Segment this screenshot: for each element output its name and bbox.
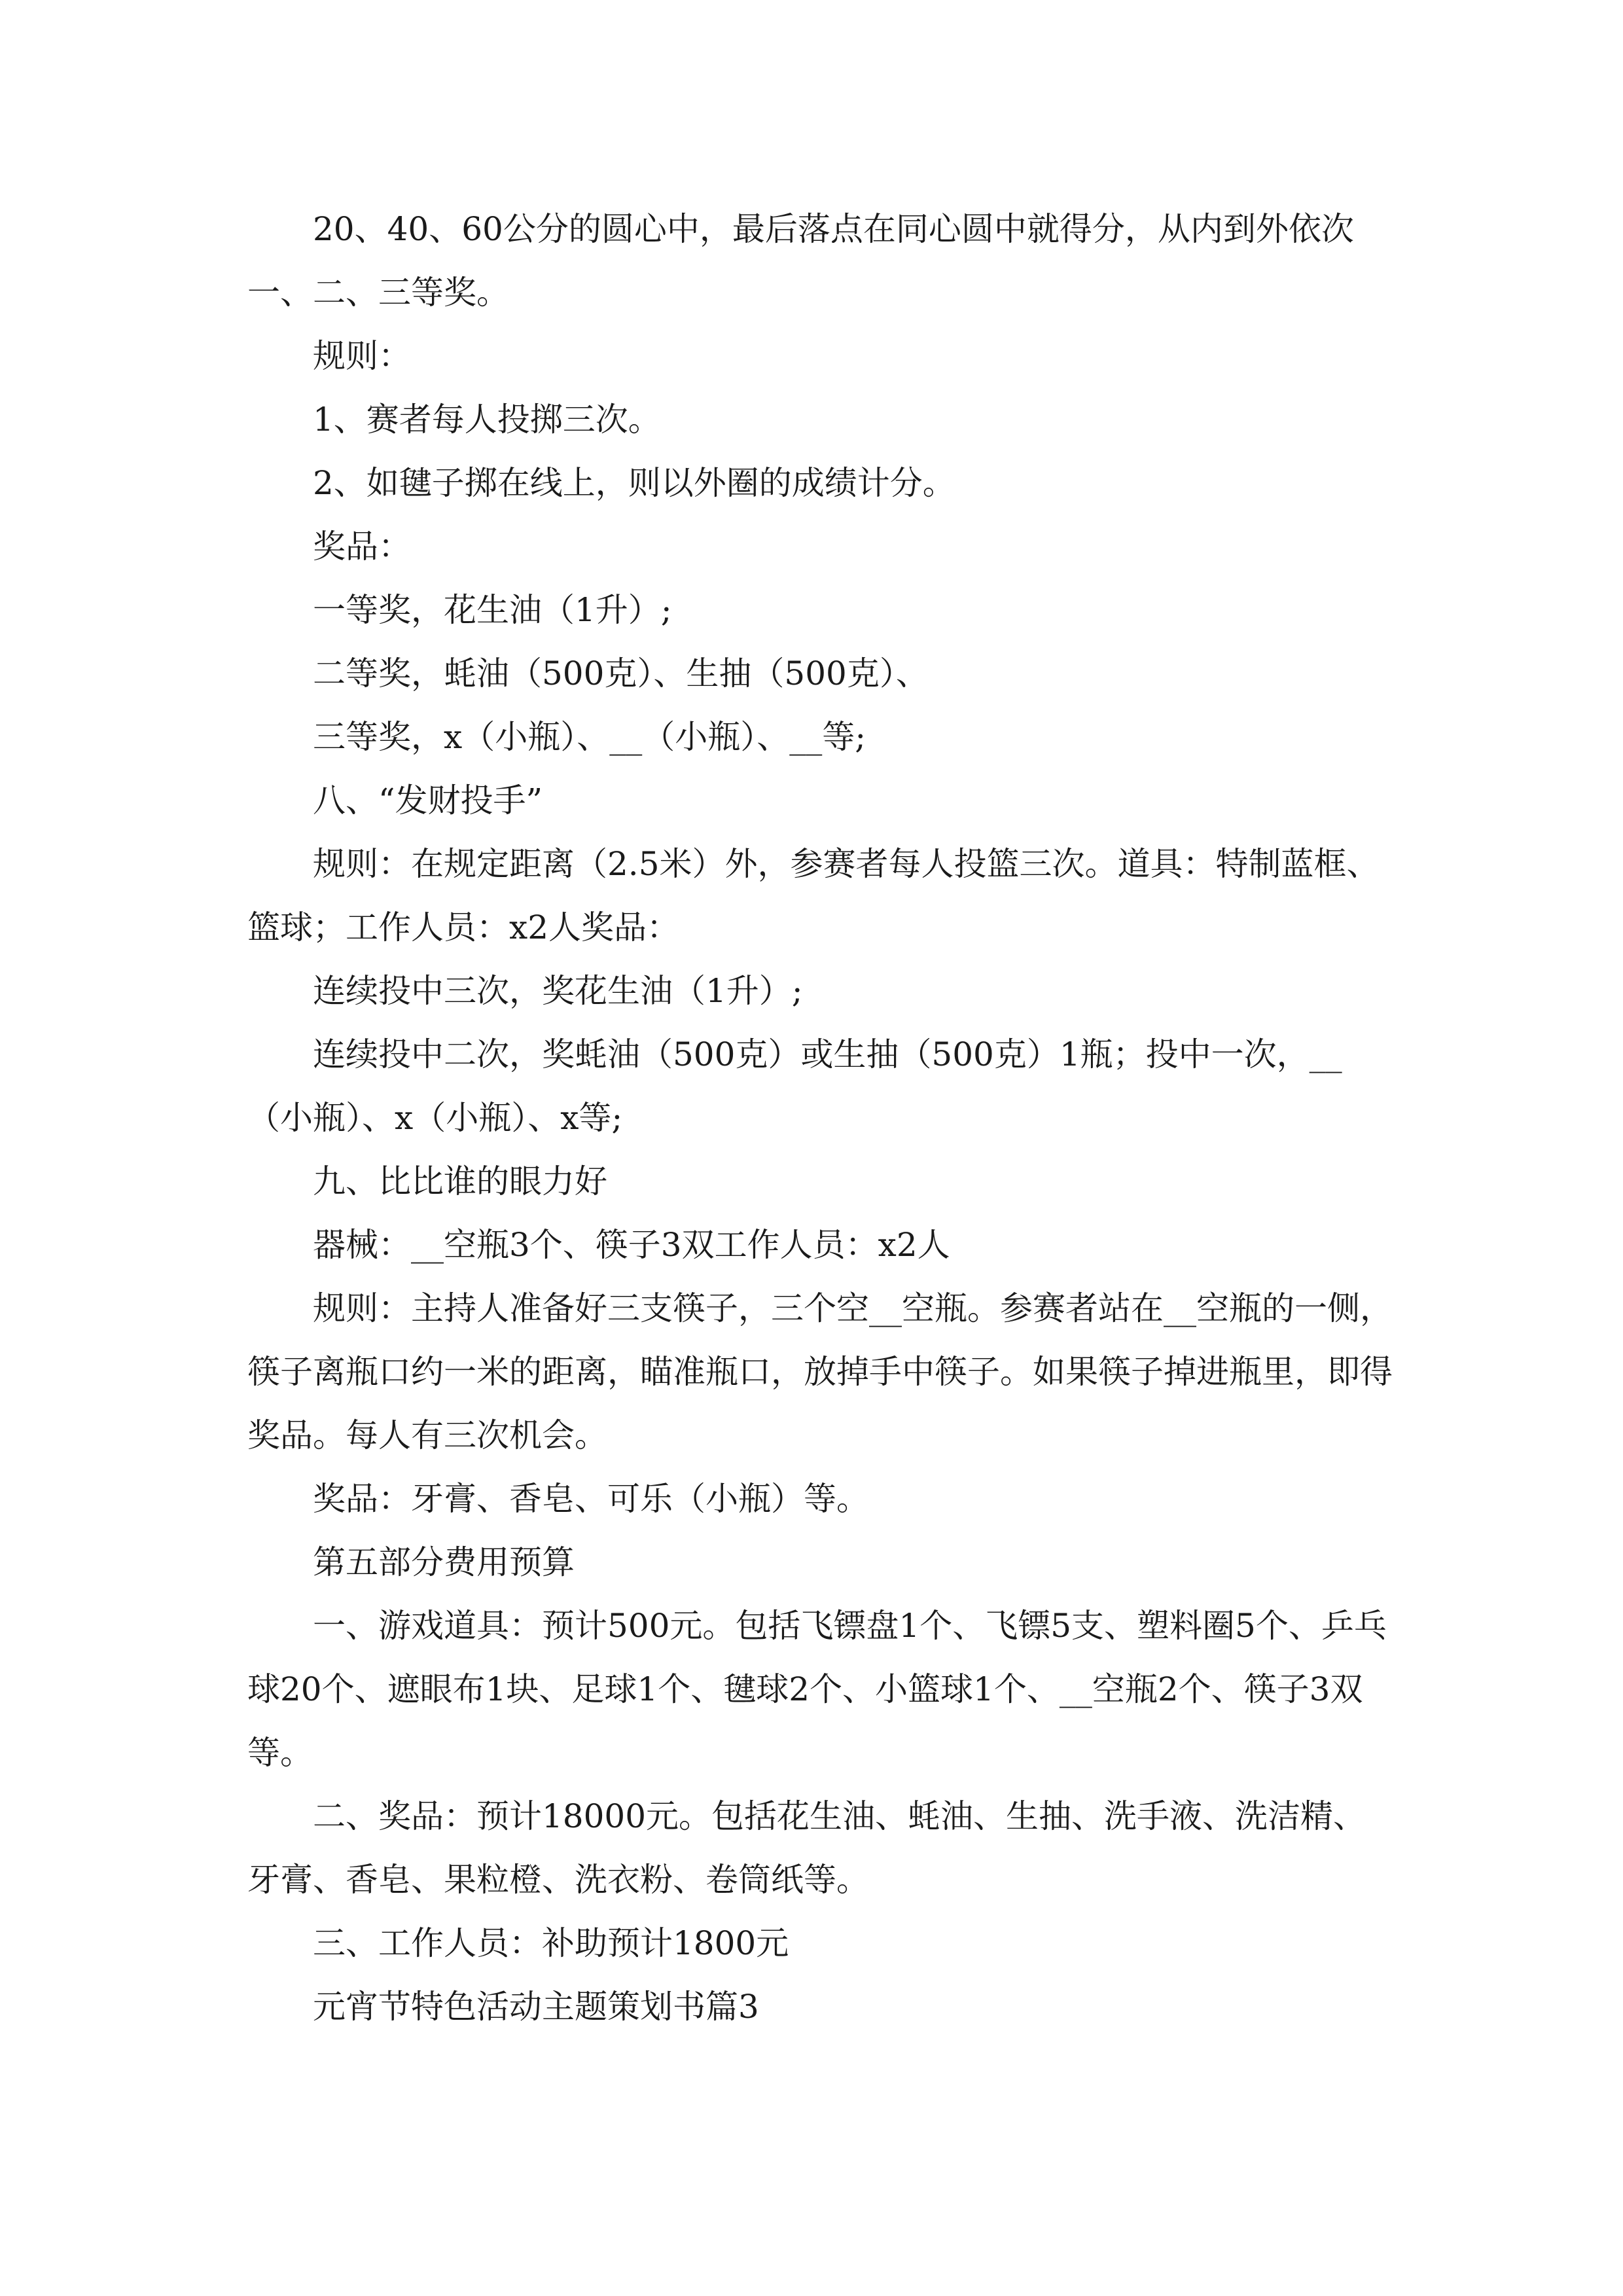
document-body <box>247 198 1393 2039</box>
section-heading-plan-3: 元宵节特色活动主题策划书篇3 <box>313 1988 759 2026</box>
paragraph-eyesight-equipment: 器械：__空瓶3个、筷子3双工作人员：x2人 <box>313 1226 950 1264</box>
paragraph-eyesight-rules: 规则：主持人准备好三支筷子，三个空__空瓶。参赛者站在__空瓶的一侧，筷子离瓶口约一米的距离，瞄准瓶口，放掉手中筷子。如果筷子掉进瓶里，即得奖品。每人有三次机会。 <box>247 1289 1393 1454</box>
paragraph-second-prize: 二等奖，蚝油（500克）、生抽（500克）、 <box>313 655 929 692</box>
paragraph-shooter-prize-three: 连续投中三次，奖花生油（1升）; <box>313 972 803 1010</box>
paragraph-eyesight-prizes: 奖品：牙膏、香皂、可乐（小瓶）等。 <box>313 1480 869 1518</box>
section-heading-eyesight: 九、比比谁的眼力好 <box>313 1162 607 1200</box>
paragraph-shooter-prize-two: 连续投中二次，奖蚝油（500克）或生抽（500克）1瓶；投中一次，__（小瓶）、x（小瓶）、x等; <box>247 1035 1342 1137</box>
paragraph-prizes-heading: 奖品： <box>313 528 411 565</box>
paragraph-shooter-rules: 规则：在规定距离（2.5米）外，参赛者每人投篮三次。道具：特制蓝框、篮球；工作人员：x2人奖品： <box>247 845 1380 946</box>
section-heading-lucky-shooter: 八、“发财投手” <box>313 781 543 819</box>
paragraph-third-prize: 三等奖，x（小瓶）、__（小瓶）、__等; <box>313 718 866 756</box>
paragraph-scoring-rule: 20、40、60公分的圆心中，最后落点在同心圆中就得分，从内到外依次一、二、三等奖。 <box>247 210 1354 312</box>
paragraph-rule-2: 2、如毽子掷在线上，则以外圈的成绩计分。 <box>313 464 955 502</box>
paragraph-first-prize: 一等奖，花生油（1升）; <box>313 591 672 629</box>
paragraph-rules-heading: 规则： <box>313 337 411 375</box>
paragraph-budget-props: 一、游戏道具：预计500元。包括飞镖盘1个、飞镖5支、塑料圈5个、乒乓球20个、遮眼布1块、足球1个、毽球2个、小篮球1个、__空瓶2个、筷子3双等。 <box>247 1607 1387 1772</box>
section-heading-budget: 第五部分费用预算 <box>313 1543 575 1581</box>
paragraph-budget-prizes: 二、奖品：预计18000元。包括花生油、蚝油、生抽、洗手液、洗洁精、牙膏、香皂、果粒橙、洗衣粉、卷筒纸等。 <box>247 1797 1366 1899</box>
paragraph-budget-staff: 三、工作人员：补助预计1800元 <box>313 1924 789 1962</box>
paragraph-rule-1: 1、赛者每人投掷三次。 <box>313 401 661 439</box>
